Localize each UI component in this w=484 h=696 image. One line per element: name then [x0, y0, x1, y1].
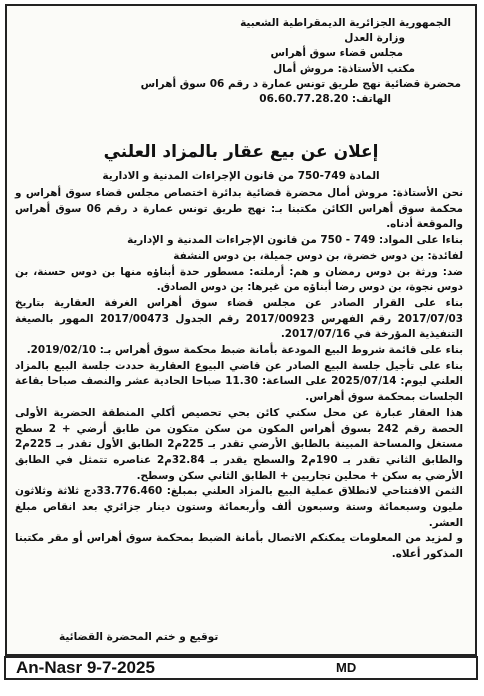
header-ministry: وزارة العدل — [344, 32, 405, 45]
paragraph-decision: بناء على القرار الصادر عن مجلس قضاء سوق أهراس الغرفة العقارية بتاريخ 2017/07/03 رقم الفهرس 2017/00923 رقم الجدول 2017/00473 المهور بالصيغة التنفيذية المؤرخة في 2017/07/16. — [15, 296, 463, 341]
stamp-code: MD — [336, 660, 357, 675]
signature-line: توقيع و ختم المحضرة القضائية — [59, 631, 219, 643]
paragraph-legal-basis: بناءا على المواد: 749 - 750 من قانون الإجراءات المدنية و الإدارية — [127, 234, 463, 247]
paragraph-defendants: ضد: ورثة بن دوس رمضان و هم: أرملته: مسطور حدة أبناؤه منها بن دوس حسنة، بن دوس نجوة، بن دوس رضا أبناؤه من غيرها: بن دوس الصادق. — [15, 265, 463, 294]
header-phone: الهاتف: 06.60.77.28.20 — [259, 93, 391, 106]
notice-subtitle: المادة 749-750 من قانون الإجراءات المدنية و الادارية — [102, 170, 380, 182]
paragraph-property-description: هذا العقار عبارة عن محل سكني كائن بحي تحصيص أكلي المنطقة الحضرية الأولى الحصة رقم 242 بسوق أهراس المكون من سكن متكون من طابق أرضي + 2 سطح مستغل والمساحة المبينة بالطابق الأرضي تقدر بـ 225م2 الطابق الأول تقدر بـ 225م2 والطابق الثاني تقدر بـ 190م2 والسطح يقدر بـ 32.84م2 عناصره تتمثل في الطابق الأرضي به سكن + محلين تجاريين + الطابق الثاني سكن وسطح. — [15, 406, 464, 482]
notice-title: إعلان عن بيع عقار بالمزاد العلني — [103, 142, 379, 162]
newspaper-clipping — [5, 4, 477, 656]
header-republic: الجمهورية الجزائرية الديمقراطية الشعبية — [240, 17, 451, 29]
newspaper-date: An-Nasr 9-7-2025 — [16, 658, 155, 677]
paragraph-session-date: بناء على تأجيل جلسة البيع الصادر عن قاضي البيوع العقارية حددت جلسة البيع بالمزاد العلني ليوم: 2025/07/14 على الساعة: 11.30 صباحا الحادية عشر والنصف صباحا بقاعة الجلسات بمحكمة سوق أهراس. — [15, 359, 463, 404]
header-office: مكتب الأستاذة: مروش أمال — [273, 62, 415, 75]
paragraph-opening-price: الثمن الافتتاحي لانطلاق عملية البيع بالمزاد العلني بمبلغ: 33.776.460دج ثلاثة وثلاثون مليون وسبعمائة وستة وسبعون ألف وأربعمائة وستون دينار جزائري بعد انقاص مبلغ العشر. — [15, 485, 463, 529]
publication-stamp — [4, 656, 478, 680]
notice-body — [15, 186, 463, 563]
header-court-council: مجلس قضاء سوق أهراس — [270, 47, 403, 60]
paragraph-bailiff: نحن الأستاذة: مروش أمال محضرة قضائية بدائرة اختصاص مجلس قضاء سوق أهراس و محكمة سوق أهراس الكائن مكتبنا بـ: نهج طريق تونس عمارة د رقم 06 سوق أهراس والموقعة أدناه. — [15, 187, 463, 231]
paragraph-contact: و لمزيد من المعلومات يمكنكم الاتصال بأمانة الضبط بمحكمة سوق أهراس أو مقر مكتبنا المذكور أعلاه. — [15, 532, 463, 561]
letterhead — [21, 16, 461, 107]
paragraph-beneficiaries: لفائدة: بن دوس خضرة، بن دوس جميلة، بن دوس النشفة — [173, 249, 463, 262]
paragraph-conditions: بناء على قائمة شروط البيع المودعة بأمانة ضبط محكمة سوق أهراس بـ: 2019/02/10. — [26, 344, 463, 357]
header-address: محضرة قضائية نهج طريق تونس عمارة د رقم 06 سوق أهراس — [140, 77, 461, 90]
